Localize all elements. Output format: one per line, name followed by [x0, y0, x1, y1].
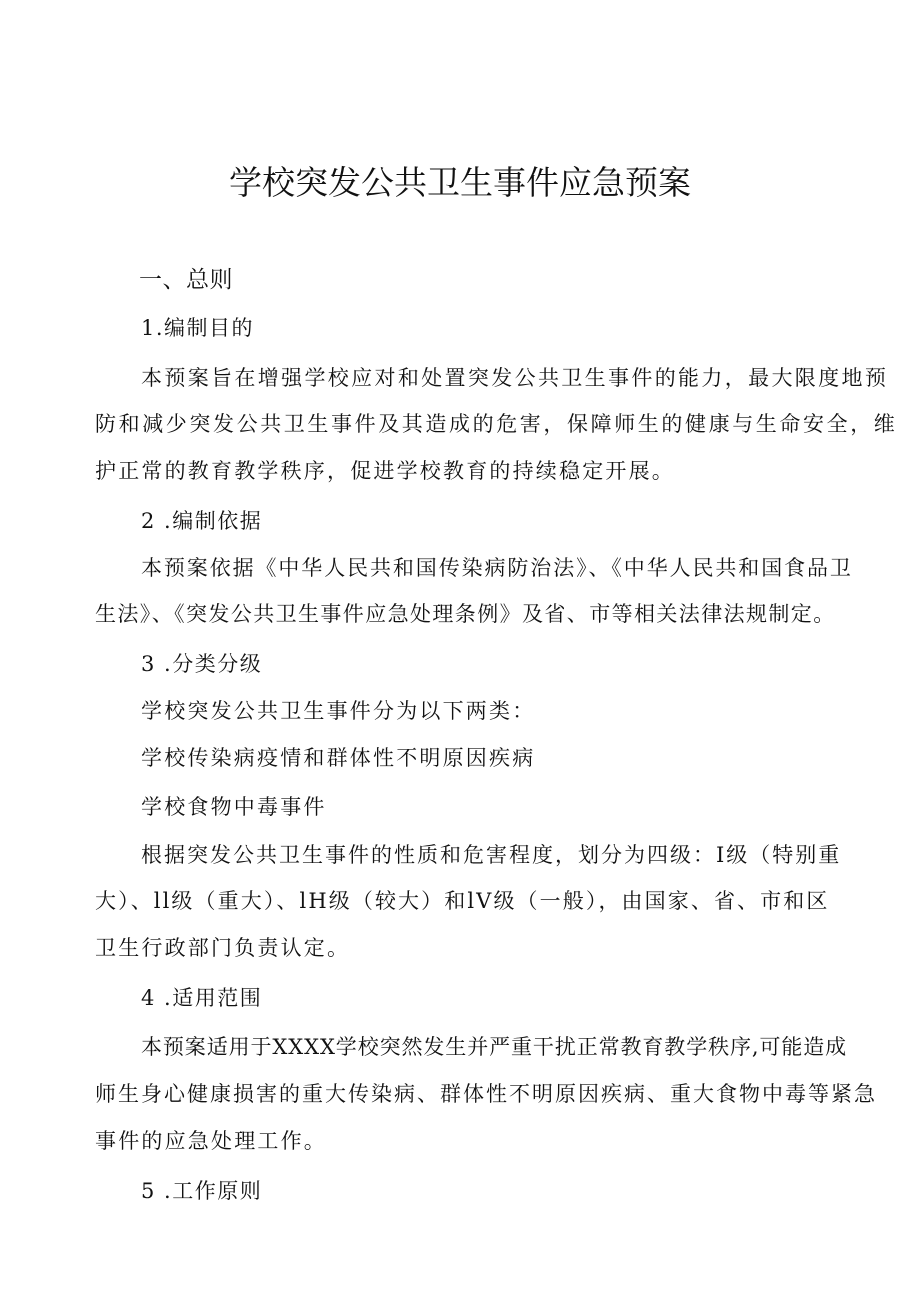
paragraph-line: 本预案旨在增强学校应对和处置突发公共卫生事件的能力，最大限度地预 — [141, 366, 889, 390]
document-title: 学校突发公共卫生事件应急预案 — [229, 163, 691, 202]
subsection-heading-scope: 4 .适用范围 — [141, 986, 263, 1010]
subsection-heading-basis: 2 .编制依据 — [141, 509, 263, 533]
paragraph-line: 师生身心健康损害的重大传染病、群体性不明原因疾病、重大食物中毒等紧急 — [95, 1082, 877, 1106]
paragraph-line: 学校突发公共卫生事件分为以下两类： — [141, 699, 536, 723]
paragraph-line: 护正常的教育教学秩序，促进学校教育的持续稳定开展。 — [95, 459, 675, 483]
subsection-heading-principles: 5 .工作原则 — [141, 1179, 263, 1203]
paragraph-line: 大）、ll级（重大）、lH级（较大）和lV级（一般），由国家、省、市和区 — [95, 889, 830, 913]
paragraph-line: 根据突发公共卫生事件的性质和危害程度，划分为四级：Ⅰ级（特别重 — [141, 843, 842, 867]
paragraph-line: 学校传染病疫情和群体性不明原因疾病 — [141, 746, 536, 770]
section-heading-general: 一、总则 — [139, 267, 233, 293]
paragraph-line: 事件的应急处理工作。 — [95, 1129, 327, 1153]
paragraph-line: 防和减少突发公共卫生事件及其造成的危害，保障师生的健康与生命安全，维 — [95, 412, 898, 436]
paragraph-line: 生法》、《突发公共卫生事件应急处理条例》及省、市等相关法律法规制定。 — [95, 602, 836, 626]
subsection-heading-purpose: 1.编制目的 — [141, 316, 255, 340]
paragraph-line: 卫生行政部门负责认定。 — [95, 936, 351, 960]
paragraph-line: 学校食物中毒事件 — [141, 795, 327, 819]
paragraph-line: 本预案依据《中华人民共和国传染病防治法》、《中华人民共和国食品卫 — [141, 556, 853, 580]
paragraph-line: 本预案适用于XXXX学校突然发生并严重干扰正常教育教学秩序,可能造成 — [141, 1035, 848, 1059]
subsection-heading-classification: 3 .分类分级 — [141, 652, 263, 676]
